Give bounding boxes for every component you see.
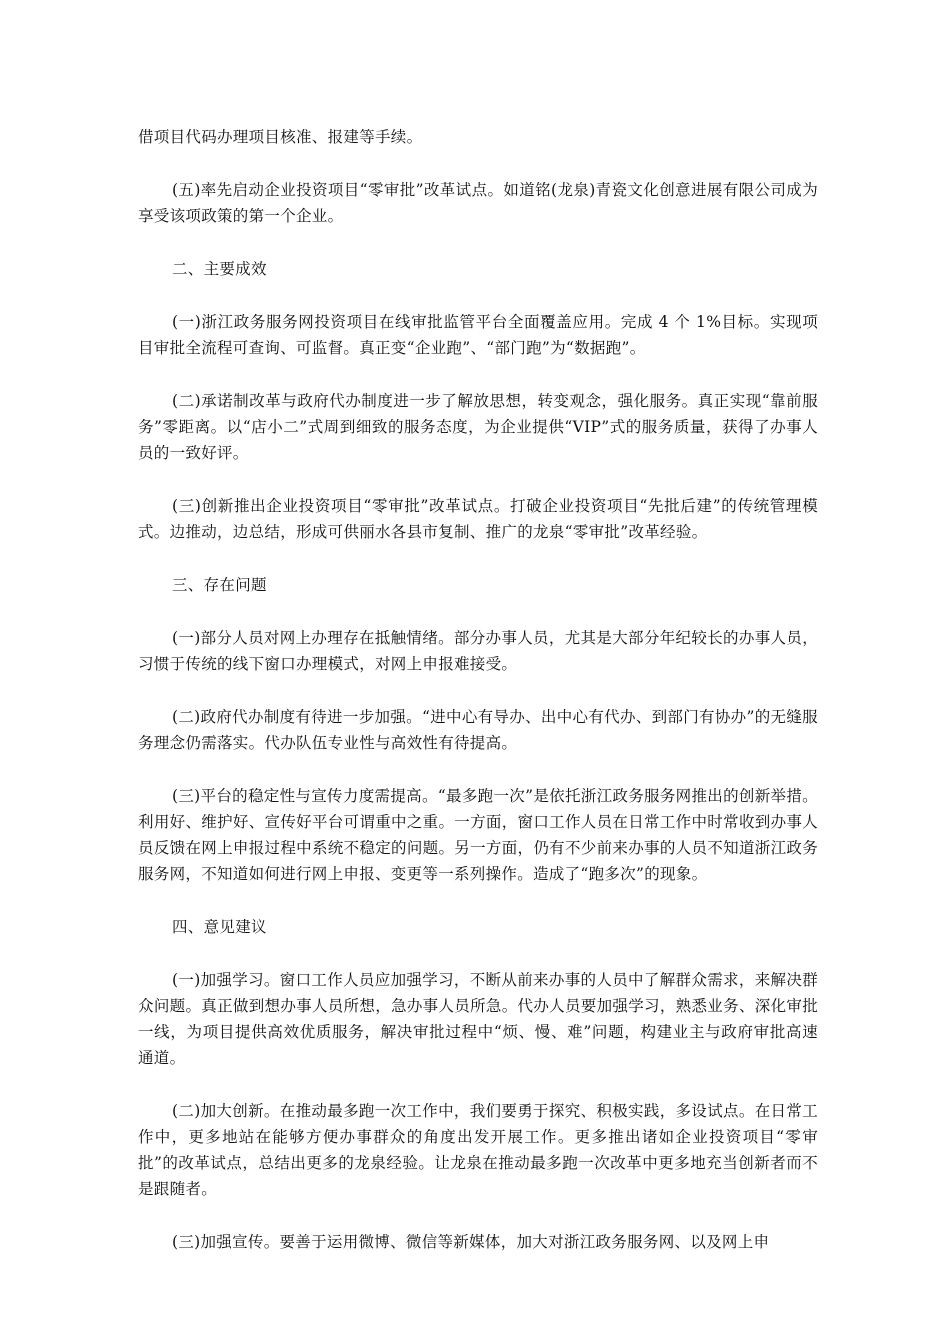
paragraph-suggestion-1: (一)加强学习。窗口工作人员应加强学习，不断从前来办事的人员中了解群众需求，来解决群众问题。真正做到想办事人员所想，急办事人员所急。代办人员要加强学习，熟悉业务、深化审批一线，为项目提供高效优质服务，解决审批过程中“烦、慢、难”问题，构建业主与政府审批高速通道。 (138, 971, 818, 1067)
paragraph-continuation: 借项目代码办理项目核准、报建等手续。 (138, 128, 423, 146)
paragraph-problem-1: (一)部分人员对网上办理存在抵触情绪。部分办事人员，尤其是大部分年纪较长的办事人员，习惯于传统的线下窗口办理模式，对网上申报难接受。 (138, 629, 818, 673)
paragraph-problem-3: (三)平台的稳定性与宣传力度需提高。“最多跑一次”是依托浙江政务服务网推出的创新举措。利用好、维护好、宣传好平台可谓重中之重。一方面，窗口工作人员在日常工作中时常收到办事人员反馈在网上申报过程中系统不稳定的问题。另一方面，仍有不少前来办事的人员不知道浙江政务服务网，不知道如何进行网上申报、变更等一系列操作。造成了“跑多次”的现象。 (138, 787, 818, 883)
paragraph-result-1: (一)浙江政务服务网投资项目在线审批监管平台全面覆盖应用。完成 4 个 1%目标。实现项目审批全流程可查询、可监督。真正变“企业跑”、“部门跑”为“数据跑”。 (138, 313, 818, 357)
section-heading-suggestions: 四、意见建议 (172, 918, 267, 936)
paragraph-suggestion-3: (三)加强宣传。要善于运用微博、微信等新媒体，加大对浙江政务服务网、以及网上申 (172, 1233, 770, 1251)
section-heading-problems: 三、存在问题 (172, 576, 267, 594)
paragraph-result-2: (二)承诺制改革与政府代办制度进一步了解放思想，转变观念，强化服务。真正实现“靠前服务”零距离。以“店小二”式周到细致的服务态度，为企业提供“VIP”式的服务质量，获得了办事人员的一致好评。 (138, 392, 818, 462)
paragraph-suggestion-2: (二)加大创新。在推动最多跑一次工作中，我们要勇于探究、积极实践，多设试点。在日常工作中，更多地站在能够方便办事群众的角度出发开展工作。更多推出诸如企业投资项目“零审批”的改革试点，总结出更多的龙泉经验。让龙泉在推动最多跑一次改革中更多地充当创新者而不是跟随者。 (138, 1102, 818, 1198)
paragraph-item-5: (五)率先启动企业投资项目“零审批”改革试点。如道铭(龙泉)青瓷文化创意进展有限公司成为享受该项政策的第一个企业。 (138, 181, 818, 225)
paragraph-result-3: (三)创新推出企业投资项目“零审批”改革试点。打破企业投资项目“先批后建”的传统管理模式。边推动，边总结，形成可供丽水各县市复制、推广的龙泉“零审批”改革经验。 (138, 497, 818, 541)
section-heading-main-results: 二、主要成效 (172, 260, 267, 278)
paragraph-problem-2: (二)政府代办制度有待进一步加强。“进中心有导办、出中心有代办、到部门有协办”的无缝服务理念仍需落实。代办队伍专业性与高效性有待提高。 (138, 708, 818, 752)
document-body (138, 124, 818, 1282)
